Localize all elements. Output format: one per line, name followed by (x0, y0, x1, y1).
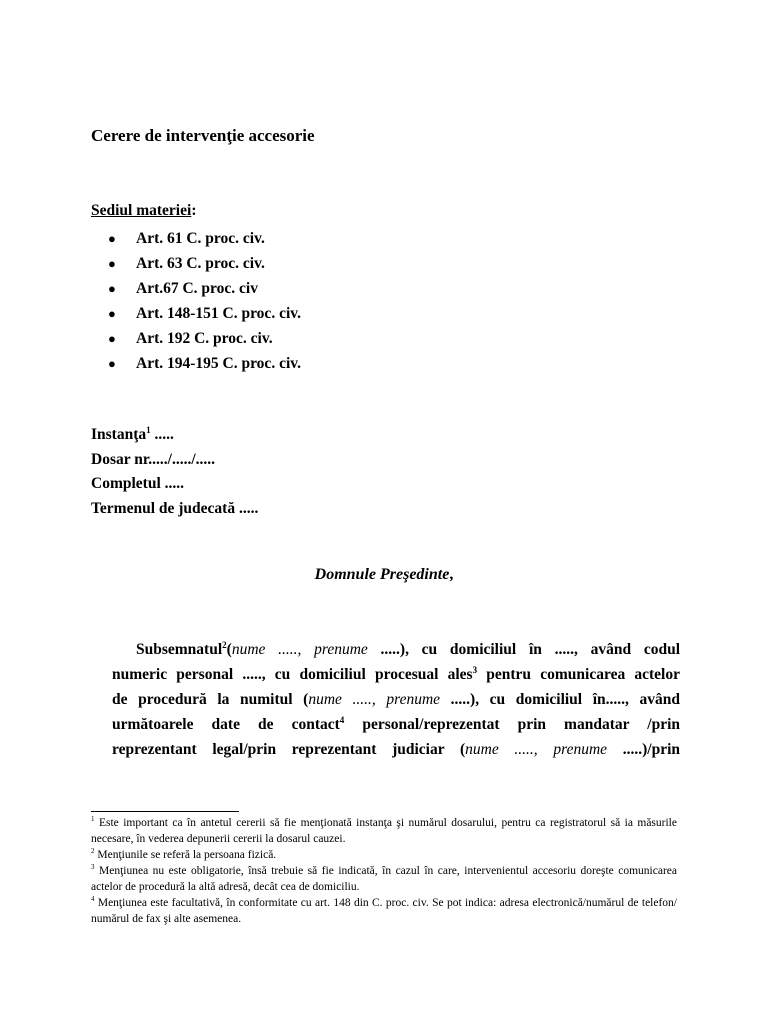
footnote-text: Este important ca în antetul cererii să fie menţionată instanţa şi numărul dosarului, pentru ca registratorul să ia măsurile necesare, în vederea depunerii cererii la dosarul cauzei. (91, 817, 677, 845)
list-item (108, 226, 301, 251)
footnote-number: 3 (91, 863, 95, 872)
greeting (0, 566, 768, 584)
instanta-value: ..... (150, 426, 174, 443)
footnote-text: Menţiunea nu este obligatorie, însă trebuie să fie indicată, în cazul în care, intervenientul accesoriu doreşte comunicarea actelor de procedură la altă adresă, decât cea de domiciliu. (91, 865, 677, 893)
list-item (108, 326, 301, 351)
body-line-5 (112, 738, 680, 762)
article-label: Art. 194-195 C. proc. civ. (136, 355, 302, 372)
body-line-4 (112, 713, 680, 737)
article-label: Art. 61 C. proc. civ. (136, 230, 265, 247)
footnote-text: Menţiunea este facultativă, în conformitate cu art. 148 din C. proc. civ. Se pot indica: adresa electronică/numărul de telefon/ numărul de fax şi alte asemenea. (91, 897, 677, 925)
footnote (91, 847, 677, 863)
footnote (91, 815, 677, 847)
body-text: numeric personal ....., cu domiciliul procesual ales (112, 666, 473, 683)
document-title: Cerere de intervenţie accesorie (91, 126, 315, 145)
body-text: .....), cu domiciliul în ....., având codul (367, 641, 680, 658)
body-text: următoarele date de contact (112, 716, 340, 733)
footnote-ref: 1 (146, 424, 151, 435)
footnotes (91, 815, 677, 927)
list-item (108, 276, 301, 301)
body-text: .....)/prin (607, 741, 680, 758)
article-label: Art. 148-151 C. proc. civ. (136, 305, 302, 322)
footnote-ref: 3 (472, 664, 478, 675)
footnote-ref: 2 (222, 639, 227, 650)
greeting-comma: , (449, 566, 454, 583)
footnote (91, 895, 677, 927)
footnote-separator (91, 811, 239, 812)
bullet-icon: ● (108, 356, 116, 371)
body-text: ....., (341, 691, 387, 708)
bullet-icon: ● (108, 231, 116, 246)
body-text: reprezentant legal/prin reprezentant judiciar ( (112, 741, 466, 758)
articles-list (108, 226, 301, 376)
list-item (108, 251, 301, 276)
article-label: Art.67 C. proc. civ (136, 280, 258, 297)
body-text: ....., (265, 641, 315, 658)
greeting-text: Domnule Preşedinte (314, 566, 450, 583)
body-text: de procedură la numitul ( (112, 691, 309, 708)
placeholder-prenume: prenume (386, 691, 441, 708)
body-text: personal/reprezentat prin mandatar /prin (344, 716, 681, 733)
body-text: .....), cu domiciliul în....., având (440, 691, 680, 708)
body-text: ( (226, 641, 232, 658)
body-line-3 (112, 688, 680, 712)
sediu-materiei-heading (91, 202, 196, 220)
footnote (91, 863, 677, 895)
body-line-2 (112, 663, 680, 687)
footnote-number: 2 (91, 847, 95, 856)
body-text: Subsemnatul (136, 641, 223, 658)
footnote-number: 4 (91, 895, 95, 904)
instanta-label: Instanţa (91, 426, 147, 443)
termenul-line: Termenul de judecată ..... (91, 500, 259, 517)
sediu-materiei-colon: : (191, 202, 197, 219)
sediu-materiei-label: Sediul materiei (91, 202, 192, 219)
bullet-icon: ● (108, 331, 116, 346)
footnote-ref: 4 (339, 714, 345, 725)
body-text: ....., (498, 741, 554, 758)
placeholder-nume: nume (308, 691, 342, 708)
placeholder-nume: nume (231, 641, 266, 658)
placeholder-prenume: prenume (314, 641, 368, 658)
placeholder-nume: nume (465, 741, 499, 758)
completul-line: Completul ..... (91, 475, 184, 492)
list-item (108, 351, 301, 376)
body-line-1 (136, 638, 680, 662)
body-text: pentru comunicarea actelor (477, 666, 680, 683)
bullet-icon: ● (108, 306, 116, 321)
bullet-icon: ● (108, 281, 116, 296)
footnote-number: 1 (91, 815, 95, 824)
placeholder-prenume: prenume (553, 741, 608, 758)
instanta-line (91, 426, 174, 444)
bullet-icon: ● (108, 256, 116, 271)
request-body (112, 638, 680, 768)
article-label: Art. 192 C. proc. civ. (136, 330, 273, 347)
dosar-line: Dosar nr...../...../..... (91, 451, 216, 468)
footnote-text: Menţiunile se referă la persoana fizică. (94, 849, 277, 861)
article-label: Art. 63 C. proc. civ. (136, 255, 265, 272)
list-item (108, 301, 301, 326)
